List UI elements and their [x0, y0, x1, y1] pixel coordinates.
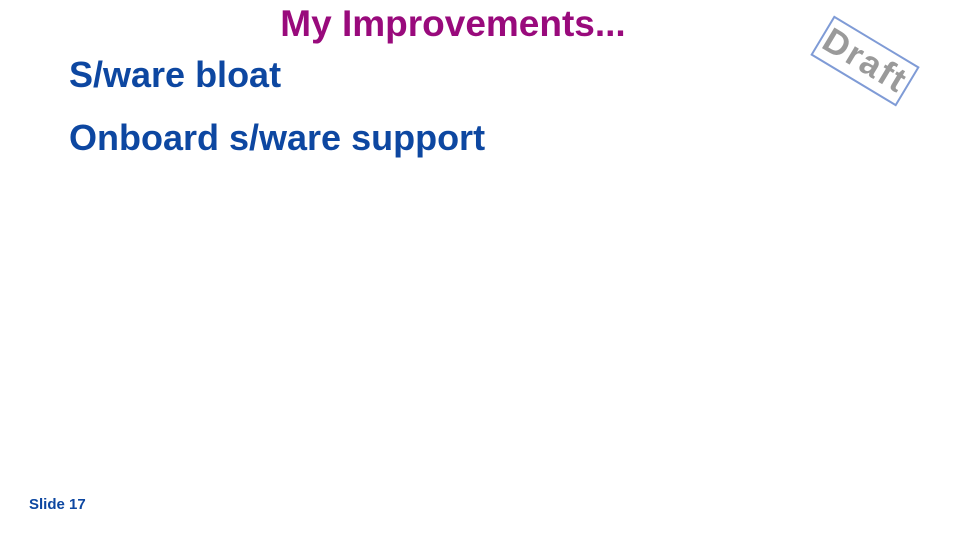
slide-number: Slide 17	[29, 496, 86, 513]
bullet-onboard-software-support: Onboard s/ware support	[69, 117, 486, 158]
bullet-software-bloat: S/ware bloat	[69, 54, 282, 95]
slide-title: My Improvements...	[280, 3, 626, 44]
draft-stamp-text: Draft	[815, 20, 915, 101]
